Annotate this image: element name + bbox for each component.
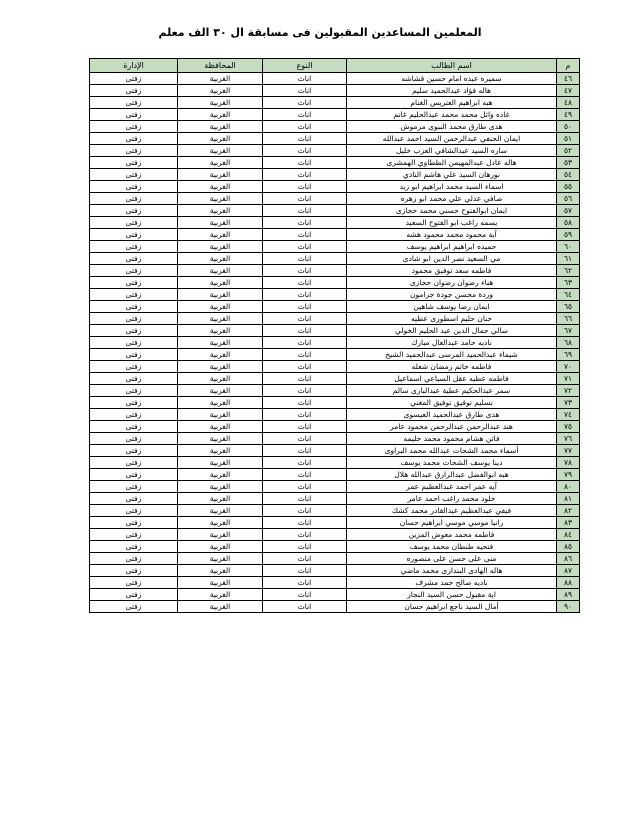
gender-cell: اناث — [263, 373, 347, 385]
student-name: فاتن هشام محمود محمد حليمه — [347, 433, 557, 445]
table-row — [90, 73, 580, 85]
administration-cell: زفتى — [90, 289, 178, 301]
gender-cell: اناث — [263, 589, 347, 601]
governorate-cell: الغربية — [178, 205, 263, 217]
gender-cell: اناث — [263, 277, 347, 289]
governorate-cell: الغربية — [178, 589, 263, 601]
administration-cell: زفتى — [90, 181, 178, 193]
administration-cell: زفتى — [90, 385, 178, 397]
administration-cell: زفتى — [90, 529, 178, 541]
table-row — [90, 553, 580, 565]
administration-cell: زفتى — [90, 373, 178, 385]
gender-cell: اناث — [263, 541, 347, 553]
table-row — [90, 373, 580, 385]
student-name: ناديه صالح حمد مشرف — [347, 577, 557, 589]
gender-cell: اناث — [263, 397, 347, 409]
student-name: ساره السيد عبدالشافي العزب خليل — [347, 145, 557, 157]
administration-cell: زفتى — [90, 97, 178, 109]
gender-cell: اناث — [263, 313, 347, 325]
administration-cell: زفتى — [90, 349, 178, 361]
table-row — [90, 133, 580, 145]
administration-cell: زفتى — [90, 601, 178, 613]
row-number: ٥١ — [557, 133, 580, 145]
student-name: فاطمه سعد توفيق محمود — [347, 265, 557, 277]
row-number: ٦٧ — [557, 325, 580, 337]
gender-cell: اناث — [263, 145, 347, 157]
gender-cell: اناث — [263, 133, 347, 145]
gender-cell: اناث — [263, 505, 347, 517]
student-name: مي السعيد نصر الدين ابو شادى — [347, 253, 557, 265]
gender-cell: اناث — [263, 109, 347, 121]
gender-cell: اناث — [263, 469, 347, 481]
student-name: صافي عدلي علي محمد ابو زهره — [347, 193, 557, 205]
table-row — [90, 601, 580, 613]
student-name: وردة محسن جودة جرامون — [347, 289, 557, 301]
student-name: ايمان الحنفي عبدالرحمن السيد احمد عبدالله — [347, 133, 557, 145]
table-row — [90, 577, 580, 589]
administration-cell: زفتى — [90, 541, 178, 553]
governorate-cell: الغربية — [178, 169, 263, 181]
student-name: فاطمه عطيه عقل السباعي اسماعيل — [347, 373, 557, 385]
student-name: حنان حليم اسطورى عطيه — [347, 313, 557, 325]
administration-cell: زفتى — [90, 445, 178, 457]
row-number: ٨١ — [557, 493, 580, 505]
student-name: منى على حسن على منصوره — [347, 553, 557, 565]
governorate-cell: الغربية — [178, 265, 263, 277]
row-number: ٨٧ — [557, 565, 580, 577]
row-number: ٧٧ — [557, 445, 580, 457]
student-name: ايمان رضا يوسف شاهين — [347, 301, 557, 313]
student-name: هبه ابوالفضل عبدالرازق عبدالله هلال — [347, 469, 557, 481]
student-name: سميره عبده امام حسين قشاشه — [347, 73, 557, 85]
gender-cell: اناث — [263, 433, 347, 445]
gender-cell: اناث — [263, 85, 347, 97]
administration-cell: زفتى — [90, 121, 178, 133]
governorate-cell: الغربية — [178, 421, 263, 433]
student-name: حميده ابراهيم ابراهيم يوسف — [347, 241, 557, 253]
table-row — [90, 229, 580, 241]
row-number: ٦٨ — [557, 337, 580, 349]
gender-cell: اناث — [263, 253, 347, 265]
table-row — [90, 121, 580, 133]
governorate-cell: الغربية — [178, 373, 263, 385]
header-num: م — [557, 59, 580, 73]
student-name: اسماء السيد محمد ابراهيم ابو زيد — [347, 181, 557, 193]
header-type: النوع — [263, 59, 347, 73]
gender-cell: اناث — [263, 529, 347, 541]
row-number: ٨٨ — [557, 577, 580, 589]
table-row — [90, 145, 580, 157]
governorate-cell: الغربية — [178, 217, 263, 229]
gender-cell: اناث — [263, 325, 347, 337]
governorate-cell: الغربية — [178, 289, 263, 301]
table-row — [90, 397, 580, 409]
row-number: ٧١ — [557, 373, 580, 385]
administration-cell: زفتى — [90, 589, 178, 601]
header-administration: الإدارة — [90, 59, 178, 73]
table-row — [90, 409, 580, 421]
student-name: هند عبدالرحمن عبدالرحمن محمود عامر — [347, 421, 557, 433]
governorate-cell: الغربية — [178, 397, 263, 409]
administration-cell: زفتى — [90, 409, 178, 421]
administration-cell: زفتى — [90, 277, 178, 289]
row-number: ٦٤ — [557, 289, 580, 301]
gender-cell: اناث — [263, 301, 347, 313]
row-number: ٥٠ — [557, 121, 580, 133]
governorate-cell: الغربية — [178, 73, 263, 85]
table-row — [90, 313, 580, 325]
page-title: المعلمين المساعدين المقبولين فى مسابقة ال ٣٠ الف معلم — [158, 26, 482, 39]
row-number: ٥٥ — [557, 181, 580, 193]
student-name: فتحيه طنطان محمد يوسف — [347, 541, 557, 553]
governorate-cell: الغربية — [178, 457, 263, 469]
governorate-cell: الغربية — [178, 493, 263, 505]
table-row — [90, 277, 580, 289]
row-number: ٧٩ — [557, 469, 580, 481]
administration-cell: زفتى — [90, 481, 178, 493]
administration-cell: زفتى — [90, 313, 178, 325]
student-name: هدى طارق عبدالحميد العيسوى — [347, 409, 557, 421]
row-number: ٦٠ — [557, 241, 580, 253]
governorate-cell: الغربية — [178, 109, 263, 121]
table-row — [90, 97, 580, 109]
row-number: ٧٤ — [557, 409, 580, 421]
administration-cell: زفتى — [90, 85, 178, 97]
governorate-cell: الغربية — [178, 193, 263, 205]
student-name: هناء رضوان رضوان حجازى — [347, 277, 557, 289]
student-name: يسمه راغب ابو الفتوح السعيد — [347, 217, 557, 229]
student-name: فاطمه حاتم رمضان شعله — [347, 361, 557, 373]
administration-cell: زفتى — [90, 505, 178, 517]
student-name: ناديه حامد عبدالعال مبارك — [347, 337, 557, 349]
governorate-cell: الغربية — [178, 277, 263, 289]
student-name: غاده وائل محمد محمد عبدالحليم غانم — [347, 109, 557, 121]
gender-cell: اناث — [263, 385, 347, 397]
accepted-teachers-table — [89, 58, 580, 613]
table-row — [90, 181, 580, 193]
row-number: ٥٢ — [557, 145, 580, 157]
governorate-cell: الغربية — [178, 97, 263, 109]
table-row — [90, 469, 580, 481]
governorate-cell: الغربية — [178, 325, 263, 337]
row-number: ٤٦ — [557, 73, 580, 85]
table-row — [90, 445, 580, 457]
gender-cell: اناث — [263, 157, 347, 169]
gender-cell: اناث — [263, 241, 347, 253]
student-name: ايمان ابوالفتوح حسني محمد حجازى — [347, 205, 557, 217]
administration-cell: زفتى — [90, 265, 178, 277]
gender-cell: اناث — [263, 169, 347, 181]
gender-cell: اناث — [263, 445, 347, 457]
table-header-row — [90, 59, 580, 73]
governorate-cell: الغربية — [178, 349, 263, 361]
administration-cell: زفتى — [90, 133, 178, 145]
governorate-cell: الغربية — [178, 301, 263, 313]
table-row — [90, 421, 580, 433]
student-name: هاله فؤاد عبدالحميد سليم — [347, 85, 557, 97]
gender-cell: اناث — [263, 217, 347, 229]
administration-cell: زفتى — [90, 205, 178, 217]
gender-cell: اناث — [263, 577, 347, 589]
table-row — [90, 565, 580, 577]
table-row — [90, 169, 580, 181]
table-row — [90, 253, 580, 265]
administration-cell: زفتى — [90, 421, 178, 433]
table-row — [90, 541, 580, 553]
row-number: ٥٩ — [557, 229, 580, 241]
table-row — [90, 241, 580, 253]
table-row — [90, 337, 580, 349]
student-name: تسليم توفيق توفيق المغني — [347, 397, 557, 409]
administration-cell: زفتى — [90, 433, 178, 445]
administration-cell: زفتى — [90, 493, 178, 505]
governorate-cell: الغربية — [178, 517, 263, 529]
row-number: ٧٥ — [557, 421, 580, 433]
student-name: هدى طارق محمد النبوى مرموش — [347, 121, 557, 133]
gender-cell: اناث — [263, 73, 347, 85]
governorate-cell: الغربية — [178, 145, 263, 157]
administration-cell: زفتى — [90, 145, 178, 157]
governorate-cell: الغربية — [178, 313, 263, 325]
administration-cell: زفتى — [90, 397, 178, 409]
row-number: ٨٠ — [557, 481, 580, 493]
header-governorate: المحافظة — [178, 59, 263, 73]
governorate-cell: الغربية — [178, 481, 263, 493]
administration-cell: زفتى — [90, 73, 178, 85]
gender-cell: اناث — [263, 181, 347, 193]
row-number: ٥٤ — [557, 169, 580, 181]
governorate-cell: الغربية — [178, 409, 263, 421]
row-number: ٦٩ — [557, 349, 580, 361]
row-number: ٨٤ — [557, 529, 580, 541]
gender-cell: اناث — [263, 457, 347, 469]
governorate-cell: الغربية — [178, 433, 263, 445]
row-number: ٥٨ — [557, 217, 580, 229]
table-row — [90, 361, 580, 373]
administration-cell: زفتى — [90, 469, 178, 481]
row-number: ٨٩ — [557, 589, 580, 601]
table-row — [90, 265, 580, 277]
gender-cell: اناث — [263, 265, 347, 277]
student-name: خلود محمد راغب احمد عامر — [347, 493, 557, 505]
administration-cell: زفتى — [90, 577, 178, 589]
gender-cell: اناث — [263, 601, 347, 613]
student-name: رانيا موسي موسي ابراهيم حسان — [347, 517, 557, 529]
student-name: فاطمه محمد معوض المزين — [347, 529, 557, 541]
administration-cell: زفتى — [90, 565, 178, 577]
governorate-cell: الغربية — [178, 121, 263, 133]
table-row — [90, 589, 580, 601]
table-row — [90, 349, 580, 361]
governorate-cell: الغربية — [178, 157, 263, 169]
governorate-cell: الغربية — [178, 181, 263, 193]
student-name: اية مقبول حسن السيد النجار — [347, 589, 557, 601]
table-row — [90, 529, 580, 541]
student-name: سمر عبدالحكيم عطية عبدالبارى سالم — [347, 385, 557, 397]
administration-cell: زفتى — [90, 457, 178, 469]
row-number: ٧٣ — [557, 397, 580, 409]
gender-cell: اناث — [263, 517, 347, 529]
table-row — [90, 289, 580, 301]
student-name: آية محمود محمد محمود هشه — [347, 229, 557, 241]
student-name: آيه عمر احمد عبدالعظيم عمر — [347, 481, 557, 493]
administration-cell: زفتى — [90, 517, 178, 529]
gender-cell: اناث — [263, 349, 347, 361]
gender-cell: اناث — [263, 289, 347, 301]
table-row — [90, 205, 580, 217]
table-row — [90, 217, 580, 229]
row-number: ٦١ — [557, 253, 580, 265]
gender-cell: اناث — [263, 361, 347, 373]
student-name: شيماء عبدالحميد المرسى عبدالحميد الشيخ — [347, 349, 557, 361]
table-row — [90, 457, 580, 469]
administration-cell: زفتى — [90, 217, 178, 229]
administration-cell: زفتى — [90, 337, 178, 349]
governorate-cell: الغربية — [178, 445, 263, 457]
row-number: ٨٢ — [557, 505, 580, 517]
governorate-cell: الغربية — [178, 337, 263, 349]
student-name: دينا يوسف الشحات محمد يوسف — [347, 457, 557, 469]
administration-cell: زفتى — [90, 301, 178, 313]
table-row — [90, 109, 580, 121]
gender-cell: اناث — [263, 421, 347, 433]
gender-cell: اناث — [263, 121, 347, 133]
row-number: ٦٢ — [557, 265, 580, 277]
governorate-cell: الغربية — [178, 541, 263, 553]
row-number: ٧٢ — [557, 385, 580, 397]
governorate-cell: الغربية — [178, 553, 263, 565]
administration-cell: زفتى — [90, 169, 178, 181]
administration-cell: زفتى — [90, 109, 178, 121]
student-name: فيفي عبدالعظيم عبدالقادر محمد كشك — [347, 505, 557, 517]
gender-cell: اناث — [263, 205, 347, 217]
governorate-cell: الغربية — [178, 385, 263, 397]
student-name: سالي جمال الدين عبد الحليم الخولي — [347, 325, 557, 337]
administration-cell: زفتى — [90, 241, 178, 253]
row-number: ٤٧ — [557, 85, 580, 97]
governorate-cell: الغربية — [178, 253, 263, 265]
governorate-cell: الغربية — [178, 85, 263, 97]
governorate-cell: الغربية — [178, 241, 263, 253]
table-body — [90, 73, 580, 613]
administration-cell: زفتى — [90, 229, 178, 241]
row-number: ٦٦ — [557, 313, 580, 325]
gender-cell: اناث — [263, 97, 347, 109]
student-name: نورهان السيد علي هاشم النادي — [347, 169, 557, 181]
row-number: ٦٥ — [557, 301, 580, 313]
header-name: اسم الطالب — [347, 59, 557, 73]
table-row — [90, 85, 580, 97]
governorate-cell: الغربية — [178, 565, 263, 577]
table-row — [90, 493, 580, 505]
table-row — [90, 325, 580, 337]
table-row — [90, 385, 580, 397]
student-name: هبه ابراهيم العتريس الغنام — [347, 97, 557, 109]
governorate-cell: الغربية — [178, 529, 263, 541]
row-number: ٥٣ — [557, 157, 580, 169]
row-number: ٤٨ — [557, 97, 580, 109]
administration-cell: زفتى — [90, 553, 178, 565]
gender-cell: اناث — [263, 409, 347, 421]
governorate-cell: الغربية — [178, 229, 263, 241]
governorate-cell: الغربية — [178, 601, 263, 613]
governorate-cell: الغربية — [178, 577, 263, 589]
gender-cell: اناث — [263, 337, 347, 349]
administration-cell: زفتى — [90, 361, 178, 373]
row-number: ٦٣ — [557, 277, 580, 289]
governorate-cell: الغربية — [178, 133, 263, 145]
table-row — [90, 433, 580, 445]
row-number: ٨٦ — [557, 553, 580, 565]
student-name: هاله عادل عبدالمهيمن الططاوي الهمشرى — [347, 157, 557, 169]
table-row — [90, 505, 580, 517]
governorate-cell: الغربية — [178, 505, 263, 517]
table-row — [90, 157, 580, 169]
table-row — [90, 481, 580, 493]
gender-cell: اناث — [263, 481, 347, 493]
table-row — [90, 193, 580, 205]
gender-cell: اناث — [263, 193, 347, 205]
governorate-cell: الغربية — [178, 361, 263, 373]
row-number: ٧٨ — [557, 457, 580, 469]
row-number: ٨٥ — [557, 541, 580, 553]
gender-cell: اناث — [263, 493, 347, 505]
administration-cell: زفتى — [90, 325, 178, 337]
student-name: أسماء محمد الشحات عبدالله محمد البراوى — [347, 445, 557, 457]
row-number: ٩٠ — [557, 601, 580, 613]
student-name: هاله الهادى البندارى محمد ماضي — [347, 565, 557, 577]
administration-cell: زفتى — [90, 253, 178, 265]
table-row — [90, 517, 580, 529]
governorate-cell: الغربية — [178, 469, 263, 481]
row-number: ٥٧ — [557, 205, 580, 217]
administration-cell: زفتى — [90, 193, 178, 205]
row-number: ٧٦ — [557, 433, 580, 445]
gender-cell: اناث — [263, 553, 347, 565]
administration-cell: زفتى — [90, 157, 178, 169]
gender-cell: اناث — [263, 229, 347, 241]
row-number: ٥٦ — [557, 193, 580, 205]
row-number: ٨٣ — [557, 517, 580, 529]
gender-cell: اناث — [263, 565, 347, 577]
student-name: أمال السيد ناجع ابراهيم حسان — [347, 601, 557, 613]
row-number: ٧٠ — [557, 361, 580, 373]
row-number: ٤٩ — [557, 109, 580, 121]
table-row — [90, 301, 580, 313]
